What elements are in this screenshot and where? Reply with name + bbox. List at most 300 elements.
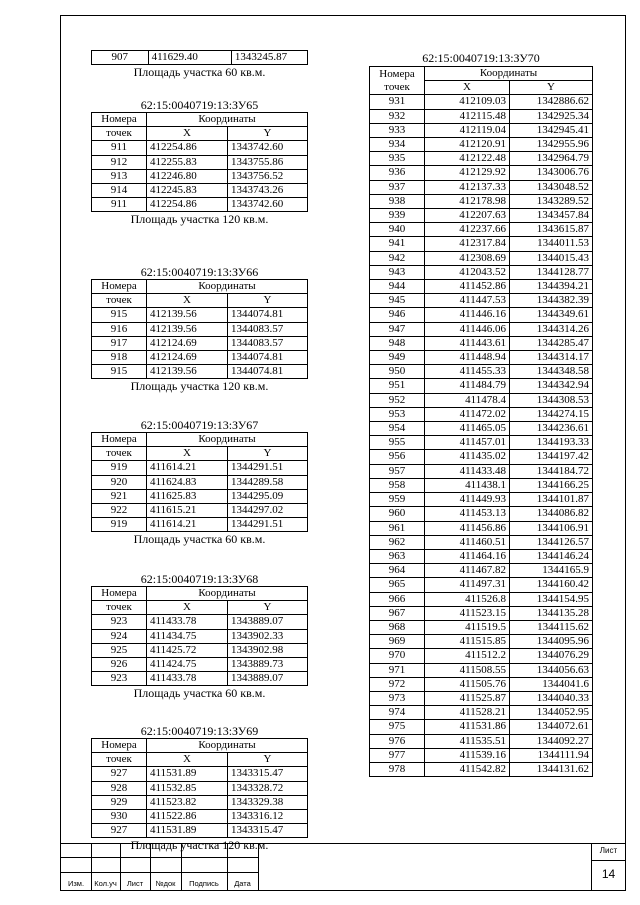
table-row: [92, 658, 308, 672]
table-row: [370, 209, 593, 223]
table-row: [370, 180, 593, 194]
x-cell: 411453.13: [425, 507, 510, 521]
x-cell: 411497.31: [425, 578, 510, 592]
table-row: [370, 677, 593, 691]
x-cell: 411531.89: [147, 767, 228, 781]
y-cell: 1344314.26: [510, 322, 593, 336]
table-row: [370, 706, 593, 720]
x-cell: 411532.85: [147, 781, 228, 795]
x-cell: 412119.04: [425, 123, 510, 137]
table-row: [370, 464, 593, 478]
table-row: [370, 280, 593, 294]
header-points-label: Номера: [101, 113, 137, 125]
y-cell: 1344342.94: [510, 379, 593, 393]
y-cell: 1344040.33: [510, 691, 593, 705]
y-cell: 1344274.15: [510, 407, 593, 421]
y-cell: 1344086.82: [510, 507, 593, 521]
point-cell: 919: [92, 518, 147, 532]
point-cell: 922: [92, 504, 147, 518]
x-cell: 411523.15: [425, 606, 510, 620]
y-cell: 1344314.17: [510, 351, 593, 365]
x-cell: 412124.69: [147, 351, 228, 365]
x-cell: 412255.83: [147, 155, 228, 169]
table-row: [92, 365, 308, 379]
table-row: [370, 166, 593, 180]
x-cell: 411484.79: [425, 379, 510, 393]
point-cell: 926: [92, 658, 147, 672]
table-row: [92, 504, 308, 518]
point-cell: 939: [370, 209, 425, 223]
point-cell: 959: [370, 493, 425, 507]
point-cell: 936: [370, 166, 425, 180]
x-cell: 411434.75: [147, 629, 228, 643]
point-cell: 949: [370, 351, 425, 365]
y-cell: 1344101.87: [510, 493, 593, 507]
table-row: [370, 521, 593, 535]
stamp-label: Лист: [126, 879, 144, 888]
y-cell: 1343048.52: [510, 180, 593, 194]
header-y: Y: [228, 294, 308, 308]
table-row: [370, 663, 593, 677]
sheet-box: [591, 843, 625, 890]
point-cell: 913: [92, 169, 147, 183]
sheet-number: 14: [601, 867, 616, 881]
y-cell: 1343315.47: [228, 767, 308, 781]
y-cell: 1343328.72: [228, 781, 308, 795]
point-cell: 912: [92, 155, 147, 169]
y-cell: 1343289.52: [510, 194, 593, 208]
table-row: [370, 691, 593, 705]
table-row: [370, 365, 593, 379]
coords-table: [91, 432, 308, 532]
point-cell: 944: [370, 280, 425, 294]
header-points: [92, 113, 147, 127]
y-cell: 1344308.53: [510, 393, 593, 407]
header-x: X: [147, 601, 228, 615]
point-cell: 934: [370, 138, 425, 152]
y-cell: 1344074.81: [228, 308, 308, 322]
point-cell: 916: [92, 322, 147, 336]
point-cell: 946: [370, 308, 425, 322]
point-cell: 927: [92, 767, 147, 781]
y-cell: 1344297.02: [228, 504, 308, 518]
header-points-blank: точек: [92, 753, 147, 767]
page-frame: [60, 15, 626, 891]
header-points-blank: точек: [92, 127, 147, 141]
x-cell: 411446.16: [425, 308, 510, 322]
y-cell: 1344076.29: [510, 649, 593, 663]
table-row: [370, 109, 593, 123]
point-cell: 924: [92, 629, 147, 643]
header-points: [370, 67, 425, 95]
table-row: [92, 184, 308, 198]
coords-table-zu70: [369, 66, 593, 777]
point-cell: 963: [370, 549, 425, 563]
x-cell: 412245.83: [147, 184, 228, 198]
y-cell: 1344135.28: [510, 606, 593, 620]
y-cell: 1344285.47: [510, 336, 593, 350]
x-cell: 411615.21: [147, 504, 228, 518]
header-y: Y: [228, 601, 308, 615]
area-label: Площадь участка 120 кв.м.: [130, 212, 269, 227]
area-label: Площадь участка 120 кв.м.: [130, 379, 269, 394]
point-cell: 930: [92, 810, 147, 824]
x-cell: 411629.40: [148, 51, 231, 65]
x-cell: 411515.85: [425, 635, 510, 649]
x-cell: 411472.02: [425, 407, 510, 421]
x-cell: 411464.16: [425, 549, 510, 563]
y-cell: 1343902.33: [228, 629, 308, 643]
y-cell: 1342964.79: [510, 152, 593, 166]
header-row: [92, 601, 308, 615]
point-cell: 950: [370, 365, 425, 379]
table-row: [370, 336, 593, 350]
coords-table-top: [91, 50, 308, 65]
point-cell: 921: [92, 489, 147, 503]
header-points: [92, 433, 147, 447]
point-cell: 955: [370, 436, 425, 450]
y-cell: 1344052.95: [510, 706, 593, 720]
coord-block: [91, 418, 308, 546]
header-row: [92, 433, 308, 447]
x-cell: 412122.48: [425, 152, 510, 166]
table-row: [92, 810, 308, 824]
header-y: Y: [228, 447, 308, 461]
x-cell: 411523.82: [147, 795, 228, 809]
block-title: 62:15:0040719:13:ЗУ65: [140, 98, 259, 112]
header-row: [92, 127, 308, 141]
y-cell: 1343902.98: [228, 643, 308, 657]
x-cell: 412120.91: [425, 138, 510, 152]
x-cell: 411433.78: [147, 672, 228, 686]
header-coords: Координаты: [147, 587, 308, 601]
table-row: [370, 620, 593, 634]
header-row: [92, 587, 308, 601]
point-cell: 971: [370, 663, 425, 677]
point-cell: 964: [370, 564, 425, 578]
table-row: [92, 169, 308, 183]
table-row: [370, 194, 593, 208]
y-cell: 1344041.6: [510, 677, 593, 691]
table-row: [92, 795, 308, 809]
header-coords: Координаты: [425, 67, 593, 81]
y-cell: 1342955.96: [510, 138, 593, 152]
point-cell: 925: [92, 643, 147, 657]
x-cell: 411424.75: [147, 658, 228, 672]
stamp-divider: [258, 843, 259, 890]
header-points: [92, 739, 147, 753]
x-cell: 411425.72: [147, 643, 228, 657]
x-cell: 411449.93: [425, 493, 510, 507]
x-cell: 411531.86: [425, 720, 510, 734]
x-cell: 412254.86: [147, 198, 228, 212]
table-row: [370, 152, 593, 166]
x-cell: 411447.53: [425, 294, 510, 308]
y-cell: 1343742.60: [228, 141, 308, 155]
table-row: [92, 672, 308, 686]
x-cell: 412237.66: [425, 223, 510, 237]
table-row: [92, 824, 308, 838]
point-cell: 956: [370, 450, 425, 464]
block-title: 62:15:0040719:13:ЗУ69: [140, 724, 259, 738]
y-cell: 1344236.61: [510, 422, 593, 436]
y-cell: 1344165.9: [510, 564, 593, 578]
header-points-label: Номера: [101, 739, 137, 751]
header-points-blank: точек: [92, 447, 147, 461]
y-cell: 1344015.43: [510, 251, 593, 265]
area-label: Площадь участка 60 кв.м.: [133, 686, 266, 701]
table-row: [92, 322, 308, 336]
x-cell: 412109.03: [425, 95, 510, 109]
x-cell: 411528.21: [425, 706, 510, 720]
table-row: [370, 535, 593, 549]
y-cell: 1344184.72: [510, 464, 593, 478]
table-row: [370, 393, 593, 407]
table-row: [370, 294, 593, 308]
coord-block: [91, 265, 308, 393]
coords-table: [91, 112, 308, 212]
point-cell: 954: [370, 422, 425, 436]
point-cell: 929: [92, 795, 147, 809]
x-cell: 411542.82: [425, 762, 510, 776]
x-cell: 411519.5: [425, 620, 510, 634]
y-cell: 1344074.81: [228, 351, 308, 365]
table-row: [370, 422, 593, 436]
block-title: 62:15:0040719:13:ЗУ68: [140, 572, 259, 586]
y-cell: 1343889.73: [228, 658, 308, 672]
x-cell: 411438.1: [425, 478, 510, 492]
table-row: [92, 643, 308, 657]
x-cell: 412129.92: [425, 166, 510, 180]
header-coords: Координаты: [147, 113, 308, 127]
stamp-label: Изм.: [67, 879, 85, 888]
table-row: [370, 720, 593, 734]
header-x: X: [147, 447, 228, 461]
point-cell: 927: [92, 824, 147, 838]
stamp-label: Подпись: [189, 879, 219, 888]
sheet-divider: [592, 860, 625, 861]
header-row: [92, 753, 308, 767]
point-cell: 972: [370, 677, 425, 691]
x-cell: 411446.06: [425, 322, 510, 336]
y-cell: 1344083.57: [228, 336, 308, 350]
x-cell: 411625.83: [147, 489, 228, 503]
y-cell: 1344291.51: [228, 461, 308, 475]
y-cell: 1344092.27: [510, 734, 593, 748]
y-cell: 1344083.57: [228, 322, 308, 336]
y-cell: 1343006.76: [510, 166, 593, 180]
x-cell: 411614.21: [147, 518, 228, 532]
point-cell: 911: [92, 198, 147, 212]
x-cell: 411478.4: [425, 393, 510, 407]
y-cell: 1344011.53: [510, 237, 593, 251]
point-cell: 953: [370, 407, 425, 421]
point-cell: 914: [92, 184, 147, 198]
x-cell: 411433.78: [147, 615, 228, 629]
header-row: [92, 113, 308, 127]
point-cell: 947: [370, 322, 425, 336]
point-cell: 975: [370, 720, 425, 734]
coord-block: [91, 572, 308, 700]
y-cell: 1343316.12: [228, 810, 308, 824]
header-points-label: Номера: [101, 587, 137, 599]
point-cell: 928: [92, 781, 147, 795]
table-row: [92, 308, 308, 322]
x-cell: 411512.2: [425, 649, 510, 663]
table-row: [370, 578, 593, 592]
x-cell: 411443.61: [425, 336, 510, 350]
x-cell: 412139.56: [147, 322, 228, 336]
table-row: [370, 649, 593, 663]
table-row: [92, 781, 308, 795]
y-cell: 1342925.34: [510, 109, 593, 123]
table-row: [92, 141, 308, 155]
table-row: [370, 549, 593, 563]
table-row: [370, 223, 593, 237]
y-cell: 1343457.84: [510, 209, 593, 223]
header-points-label: Номера: [101, 280, 137, 292]
table-row: [370, 265, 593, 279]
x-cell: 411452.86: [425, 280, 510, 294]
table-row: [370, 478, 593, 492]
y-cell: 1344289.58: [228, 475, 308, 489]
header-points: [92, 587, 147, 601]
coords-table: [91, 738, 308, 838]
block-title: 62:15:0040719:13:ЗУ66: [140, 265, 259, 279]
x-cell: 411455.33: [425, 365, 510, 379]
table-row: [370, 379, 593, 393]
y-cell: 1342945.41: [510, 123, 593, 137]
header-coords: Координаты: [147, 739, 308, 753]
table-row: [370, 436, 593, 450]
point-cell: 970: [370, 649, 425, 663]
table-row: [370, 308, 593, 322]
point-cell: 943: [370, 265, 425, 279]
x-cell: 412139.56: [147, 365, 228, 379]
y-cell: 1343315.47: [228, 824, 308, 838]
x-cell: 411614.21: [147, 461, 228, 475]
table-row: [92, 475, 308, 489]
header-y: Y: [228, 753, 308, 767]
point-cell: 907: [92, 51, 149, 65]
header-row: [92, 280, 308, 294]
block-top: [91, 50, 308, 79]
x-cell: 412308.69: [425, 251, 510, 265]
y-cell: 1343756.52: [228, 169, 308, 183]
x-cell: 411433.48: [425, 464, 510, 478]
table-row: [370, 450, 593, 464]
x-cell: 411456.86: [425, 521, 510, 535]
table-row: [92, 336, 308, 350]
x-cell: 411539.16: [425, 748, 510, 762]
point-cell: 957: [370, 464, 425, 478]
y-cell: 1343615.87: [510, 223, 593, 237]
y-cell: 1344197.42: [510, 450, 593, 464]
y-cell: 1343743.26: [228, 184, 308, 198]
table-row: [370, 95, 593, 109]
point-cell: 932: [370, 109, 425, 123]
header-coords: Координаты: [147, 433, 308, 447]
y-cell: 1344349.61: [510, 308, 593, 322]
x-cell: 412124.69: [147, 336, 228, 350]
table-row: [370, 237, 593, 251]
point-cell: 920: [92, 475, 147, 489]
x-cell: 412207.63: [425, 209, 510, 223]
table-row: [370, 251, 593, 265]
stamp-top-line: [61, 843, 625, 844]
point-cell: 938: [370, 194, 425, 208]
point-cell: 974: [370, 706, 425, 720]
point-cell: 948: [370, 336, 425, 350]
header-y: Y: [228, 127, 308, 141]
point-cell: 967: [370, 606, 425, 620]
y-cell: 1344115.62: [510, 620, 593, 634]
table-row: [92, 518, 308, 532]
point-cell: 951: [370, 379, 425, 393]
y-cell: 1344131.62: [510, 762, 593, 776]
point-cell: 915: [92, 365, 147, 379]
y-cell: 1344394.21: [510, 280, 593, 294]
table-row: [370, 351, 593, 365]
table-row: [370, 734, 593, 748]
sheet-label: Лист: [599, 846, 618, 855]
point-cell: 935: [370, 152, 425, 166]
x-cell: 412139.56: [147, 308, 228, 322]
x-cell: 411531.89: [147, 824, 228, 838]
point-cell: 923: [92, 615, 147, 629]
area-label: Площадь участка 60 кв.м.: [133, 65, 266, 80]
x-cell: 412317.84: [425, 237, 510, 251]
table-row: [370, 762, 593, 776]
y-cell: 1344106.91: [510, 521, 593, 535]
y-cell: 1344154.95: [510, 592, 593, 606]
y-cell: 1344160.42: [510, 578, 593, 592]
x-cell: 412043.52: [425, 265, 510, 279]
y-cell: 1343742.60: [228, 198, 308, 212]
header-coords: Координаты: [147, 280, 308, 294]
point-cell: 919: [92, 461, 147, 475]
table-row: [92, 155, 308, 169]
area-label: Площадь участка 120 кв.м.: [130, 838, 269, 853]
point-cell: 976: [370, 734, 425, 748]
header-y: Y: [510, 81, 593, 95]
table-row: [370, 322, 593, 336]
table-row: [370, 507, 593, 521]
right-table-body: [370, 95, 593, 777]
y-cell: 1344056.63: [510, 663, 593, 677]
coord-block: [91, 724, 308, 852]
point-cell: 962: [370, 535, 425, 549]
table-row: [92, 351, 308, 365]
table-row: [370, 493, 593, 507]
stamp-label: Дата: [234, 879, 251, 888]
y-cell: 1342886.62: [510, 95, 593, 109]
y-cell: 1343245.87: [231, 51, 307, 65]
table-row: [370, 564, 593, 578]
x-cell: 412137.33: [425, 180, 510, 194]
point-cell: 968: [370, 620, 425, 634]
header-points-label: Номера точек: [379, 67, 415, 93]
header-x: X: [147, 753, 228, 767]
y-cell: 1344291.51: [228, 518, 308, 532]
x-cell: 411460.51: [425, 535, 510, 549]
x-cell: 411448.94: [425, 351, 510, 365]
table-row: [92, 489, 308, 503]
point-cell: 973: [370, 691, 425, 705]
point-cell: 965: [370, 578, 425, 592]
table-row: [370, 606, 593, 620]
x-cell: 411457.01: [425, 436, 510, 450]
